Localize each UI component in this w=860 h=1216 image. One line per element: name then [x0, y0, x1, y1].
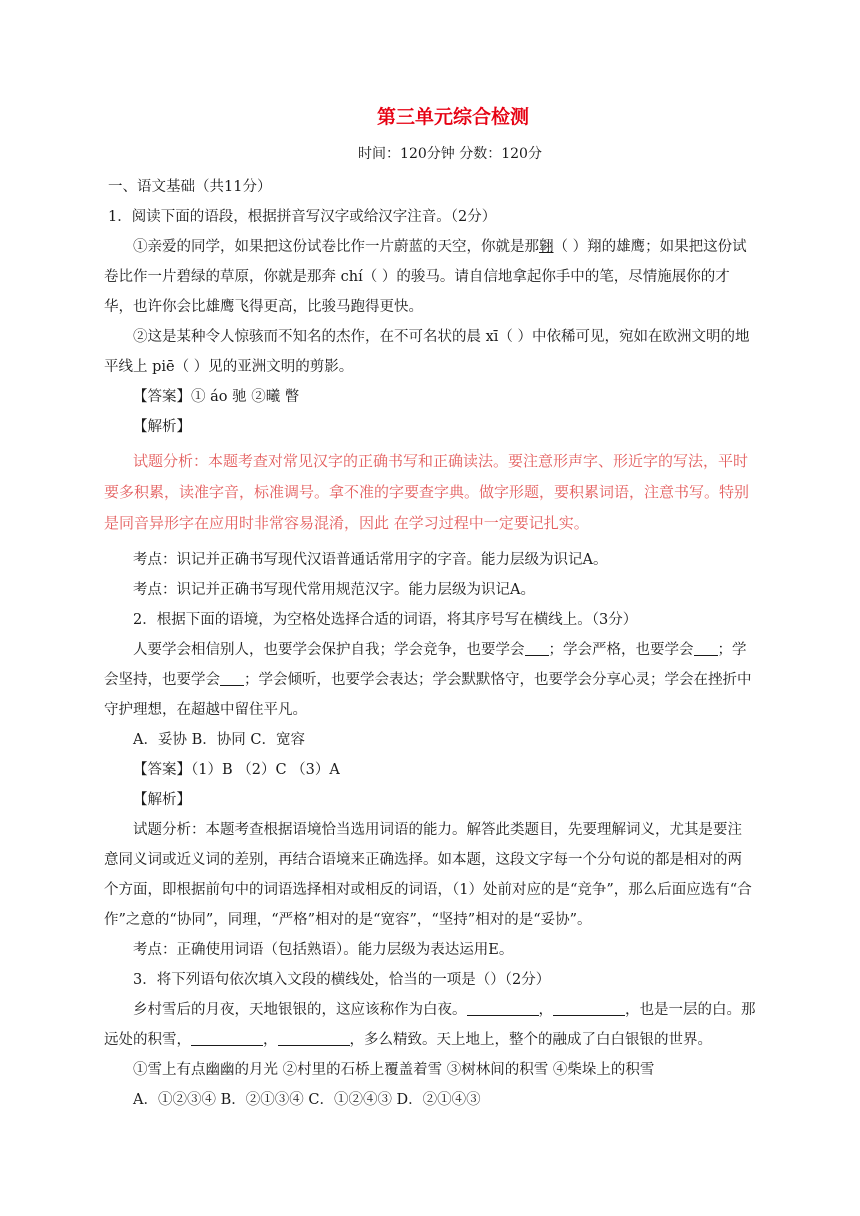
answer-blank [553, 999, 625, 1016]
question-1-stem: 1．阅读下面的语段，根据拼音写汉字或给汉字注音。（2分） [108, 209, 497, 225]
section-heading: 一、语文基础（共11分） [108, 179, 272, 195]
question-2-options: A．妥协 B．协同 C．宽容 [133, 732, 305, 748]
answer-blank [220, 669, 244, 686]
answer-blank [525, 639, 549, 656]
question-1-passage-2: ②这是某种令人惊骇而不知名的杰作，在不可名状的晨 xī（ ）中依稀可见，宛如在欧洲文明的地平线上 piē（ ）见的亚洲文明的剪影。 [104, 329, 750, 375]
question-2-analysis-label: 【解析】 [133, 792, 191, 808]
page-title: 第三单元综合检测 [376, 106, 529, 128]
question-2-answer: 【答案】（1）B （2）C （3）A [133, 762, 340, 778]
question-1-analysis: 试题分析：本题考查对常见汉字的正确书写和正确读法。要注意形声字、形近字的写法，平时要多积累，读准字音，标准调号。拿不准的字要查字典。做字形题，要积累词语，注意书写。特别是同音异形字在应用时非常容易混淆，因此 在学习过程中一定要记扎实。 [104, 452, 750, 532]
question-3-items: ①雪上有点幽幽的月光 ②村里的石桥上覆盖着雪 ③树林间的积雪 ④柴垛上的积雪 [133, 1062, 655, 1078]
question-2-stem: 2．根据下面的语境，为空格处选择合适的词语，将其序号写在横线上。（3分） [133, 612, 638, 628]
question-2-point: 考点：正确使用词语（包括熟语）。能力层级为表达运用E。 [133, 942, 514, 958]
question-3-passage: 乡村雪后的月夜，天地银银的，这应该称作为白夜。 ， ，也是一层的白。那远处的积雪， ， ，多么精致。天上地上，整个的融成了白白银银的世界。 [104, 995, 756, 1055]
question-2-passage: 人要学会相信别人，也要学会保护自我；学会竞争，也要学会 ；学会严格，也要学会 ；学会坚持，也要学会 ；学会倾听，也要学会表达；学会默默恪守，也要学会分享心灵；学会在挫折中守护理想，在超越中留住平凡。 [104, 635, 756, 725]
question-3-stem: 3．将下列语句依次填入文段的横线处，恰当的一项是（）（2分） [133, 972, 551, 988]
question-1-passage-1: ①亲爱的同学，如果把这份试卷比作一片蔚蓝的天空，你就是那翱（ ）翔的雄鹰；如果把这份试卷比作一片碧绿的草原，你就是那奔 chí（ ）的骏马。请自信地拿起你手中的笔，尽情施展你的才华，也许你会比雄鹰飞得更高，比骏马跑得更快。 [104, 239, 747, 315]
question-3-options: A．①②③④ B．②①③④ C．①②④③ D．②①④③ [133, 1092, 481, 1108]
answer-blank [278, 1029, 350, 1046]
question-1-point-1: 考点：识记并正确书写现代汉语普通话常用字的字音。能力层级为识记A。 [133, 552, 608, 568]
underlined-char: 翱 [539, 239, 554, 255]
question-1-answer: 【答案】① áo 驰 ②曦 瞥 [133, 389, 300, 405]
question-1-analysis-label: 【解析】 [133, 419, 191, 435]
question-2-analysis: 试题分析：本题考查根据语境恰当选用词语的能力。解答此类题目，先要理解词义，尤其是要注意同义词或近义词的差别，再结合语境来正确选择。如本题，这段文字每一个分句说的都是相对的两个方面，即根据前句中的词语选择相对或相反的词语，（1）处前对应的是“竞争”，那么后面应选有“合作”之意的“协同”，同理，“严格”相对的是“宽容”，“坚持”相对的是“妥协”。 [104, 822, 752, 928]
answer-blank [467, 999, 539, 1016]
answer-blank [694, 639, 718, 656]
question-1-point-2: 考点：识记并正确书写现代常用规范汉字。能力层级为识记A。 [133, 582, 535, 598]
exam-meta: 时间：120分钟 分数：120分 [358, 146, 542, 162]
answer-blank [191, 1029, 263, 1046]
